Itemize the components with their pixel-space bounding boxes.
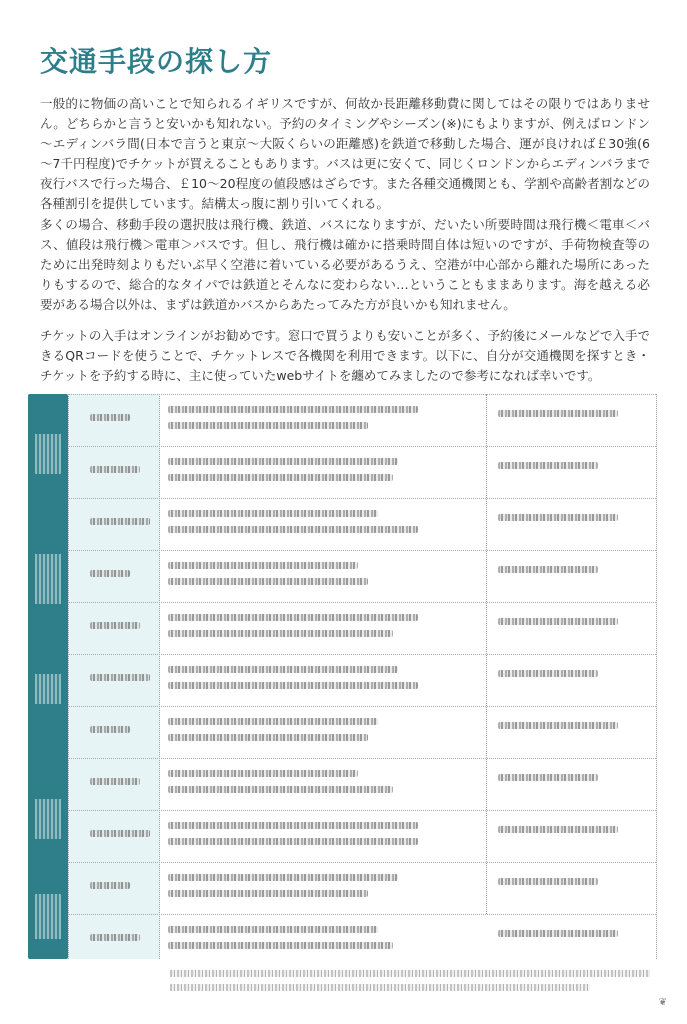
- obscured-footnote-line: [170, 984, 590, 991]
- page-corner-mark: ❦: [658, 997, 667, 1008]
- obscured-text: [168, 838, 418, 845]
- obscured-footnote-line: [170, 970, 650, 977]
- paragraph-options: 多くの場合、移動手段の選択肢は飛行機、鉄道、バスになりますが、だいたい所要時間は飛行機＜電車＜バス、値段は飛行機＞電車＞バスです。但し、飛行機は確かに搭乗時間自体は短いのですが、手荷物検査等のために出発時刻よりもだいぶ早く空港に着いている必要があるうえ、空港が中心部から離れた場所にあったりもするので、総合的なタイパでは鉄道とそんなに変わらない…ということもままあります。海を越える必要がある場合以外は、まずは鉄道かバスからあたってみた方が良いかも知れません。: [40, 217, 650, 312]
- paragraph-tickets: チケットの入手はオンラインがお勧めです。窓口で買うよりも安いことが多く、予約後にメールなどで入手できるQRコードを使うことで、チケットレスで各機関を利用できます。以下に、自分が交通機関を探すとき・チケットを予約する時に、主に使っていたwebサイトを纏めてみましたので参考になれば幸いです。: [40, 328, 650, 383]
- obscured-text: [168, 666, 398, 673]
- table-row-obscured: [68, 758, 656, 811]
- obscured-text: [168, 526, 418, 533]
- obscured-text: [90, 882, 130, 889]
- obscured-text: [90, 622, 140, 629]
- category-label-obscured: [35, 894, 61, 939]
- obscured-text: [168, 682, 418, 689]
- obscured-text: [168, 406, 418, 413]
- table-row-obscured: [68, 498, 656, 551]
- obscured-text: [90, 518, 150, 525]
- obscured-text: [168, 942, 393, 949]
- obscured-text: [90, 466, 140, 473]
- obscured-text: [168, 510, 378, 517]
- obscured-text: [168, 890, 368, 897]
- obscured-text: [168, 474, 393, 481]
- table-row-obscured: [68, 914, 656, 967]
- obscured-text: [168, 770, 358, 777]
- paragraph-intro: 一般的に物価の高いことで知られるイギリスですが、何故か長距離移動費に関してはその限りではありません。どちらかと言うと安いかも知れない。予約のタイミングやシーズン(※)にもよりますが、例えばロンドン～エディンバラ間(日本で言うと東京～大阪くらいの距離感)を鉄道で移動した場合、運が良ければ￡30強(6～7千円程度)でチケットが買えることもあります。バスは更に安くて、同じくロンドンからエディンバラまで夜行バスで行った場合、￡10～20程度の値段感はざらです。また各種交通機関とも、学割や高齢者割などの各種割引を提供しています。結構太っ腹に割り引いてくれる。: [40, 96, 650, 211]
- obscured-text: [168, 786, 393, 793]
- obscured-text: [90, 830, 150, 837]
- obscured-text: [168, 578, 368, 585]
- obscured-text: [498, 670, 598, 677]
- table-row-obscured: [68, 862, 656, 915]
- websites-table-obscured: [28, 394, 656, 994]
- obscured-text: [168, 874, 398, 881]
- obscured-text: [498, 410, 618, 417]
- table-row-obscured: [68, 654, 656, 707]
- obscured-text: [498, 774, 598, 781]
- obscured-text: [498, 566, 598, 573]
- table-row-obscured: [68, 394, 656, 447]
- obscured-text: [90, 934, 140, 941]
- obscured-text: [168, 458, 398, 465]
- obscured-text: [498, 826, 618, 833]
- table-row-obscured: [68, 810, 656, 863]
- table-row-obscured: [68, 446, 656, 499]
- category-label-obscured: [35, 434, 61, 474]
- obscured-text: [90, 778, 140, 785]
- category-label-obscured: [35, 554, 61, 604]
- table-row-obscured: [68, 706, 656, 759]
- obscured-text: [168, 926, 378, 933]
- obscured-text: [168, 718, 378, 725]
- obscured-text: [498, 514, 618, 521]
- obscured-text: [168, 422, 368, 429]
- obscured-text: [90, 674, 150, 681]
- obscured-text: [168, 562, 358, 569]
- category-label-obscured: [35, 674, 61, 704]
- obscured-text: [90, 570, 130, 577]
- obscured-text: [90, 414, 130, 421]
- obscured-text: [498, 930, 618, 937]
- table-row-obscured: [68, 602, 656, 655]
- obscured-text: [168, 614, 418, 621]
- obscured-text: [498, 722, 618, 729]
- table-row-obscured: [68, 550, 656, 603]
- obscured-text: [168, 630, 393, 637]
- obscured-text: [168, 822, 418, 829]
- category-label-obscured: [35, 799, 61, 839]
- obscured-text: [498, 878, 598, 885]
- article-title: 交通手段の探し方: [40, 45, 273, 78]
- obscured-text: [168, 734, 368, 741]
- table-category-column: [28, 394, 68, 959]
- obscured-text: [90, 726, 130, 733]
- obscured-text: [498, 618, 618, 625]
- obscured-text: [498, 462, 598, 469]
